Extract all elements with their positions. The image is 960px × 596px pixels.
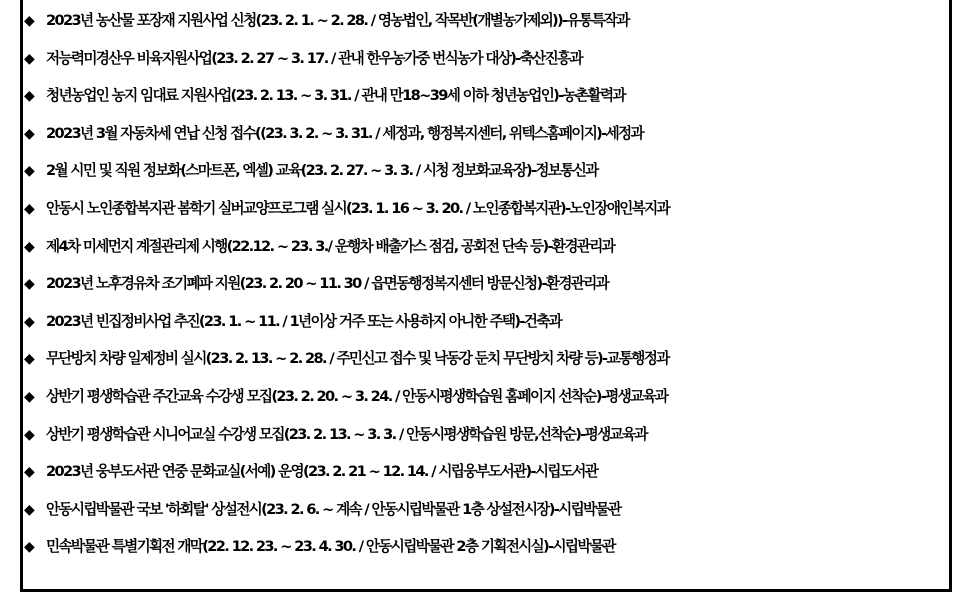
- black-diamond-icon: ◆: [24, 426, 35, 443]
- black-diamond-icon: ◆: [24, 88, 35, 105]
- notice-item: [24, 2, 950, 40]
- black-diamond-icon: ◆: [24, 276, 35, 293]
- black-diamond-icon: ◆: [24, 163, 35, 180]
- notice-item: [24, 491, 950, 529]
- notice-text: 상반기 평생학습관 주간교육 수강생 모집(23. 2. 20. ~ 3. 24. / 안동시평생학습원 홈페이지 선착순)-평생교육과: [46, 387, 668, 405]
- notice-item: [24, 40, 950, 78]
- notice-text: 무단방치 차량 일제정비 실시(23. 2. 13. ~ 2. 28. / 주민신고 접수 및 낙동강 둔치 무단방치 차량 등)-교통행정과: [46, 350, 669, 368]
- notice-text: 안동시 노인종합복지관 봄학기 실버교양프로그램 실시(23. 1. 16 ~ 3. 20. / 노인종합복지관)-노인장애인복지과: [46, 199, 670, 217]
- notice-item: [24, 453, 950, 491]
- notice-text: 2023년 웅부도서관 연중 문화교실(서예) 운영(23. 2. 21 ~ 12. 14. / 시립웅부도서관)-시립도서관: [46, 463, 598, 481]
- notice-text: 2023년 농산물 포장재 지원사업 신청(23. 2. 1. ~ 2. 28. / 영농법인, 작목반(개별농가제외))-유통특작과: [46, 12, 629, 29]
- black-diamond-icon: ◆: [24, 351, 35, 368]
- black-diamond-icon: ◆: [24, 501, 35, 518]
- notice-item: [24, 152, 950, 190]
- notice-text: 2023년 3월 자동차세 연납 신청 접수((23. 3. 2. ~ 3. 31. / 세정과, 행정복지센터, 위텍스홈페이지)-세정과: [46, 124, 643, 142]
- notice-text: 민속박물관 특별기획전 개막(22. 12. 23. ~ 23. 4. 30. / 안동시립박물관 2층 기획전시실)-시립박물관: [46, 538, 615, 556]
- notice-text: 안동시립박물관 국보 '하회탈' 상설전시(23. 2. 6. ~ 계속 / 안동시립박물관 1층 상설전시장)-시립박물관: [46, 500, 621, 518]
- black-diamond-icon: ◆: [24, 539, 35, 556]
- notice-item: [24, 77, 950, 115]
- notice-item: [24, 416, 950, 454]
- notice-item: [24, 228, 950, 266]
- notice-item: [24, 340, 950, 378]
- black-diamond-icon: ◆: [24, 13, 35, 29]
- black-diamond-icon: ◆: [24, 200, 35, 217]
- notice-item: [24, 378, 950, 416]
- black-diamond-icon: ◆: [24, 125, 35, 142]
- notice-item: [24, 528, 950, 566]
- notice-text: 2023년 빈집정비사업 추진(23. 1. ~ 11. / 1년이상 거주 또는 사용하지 아니한 주택)-건축과: [46, 312, 562, 330]
- notice-text: 제4차 미세먼지 계절관리제 시행(22.12. ~ 23. 3./ 운행차 배출가스 점검, 공회전 단속 등)-환경관리과: [46, 237, 615, 255]
- notice-text: 청년농업인 농지 임대료 지원사업(23. 2. 13. ~ 3. 31. / 관내 만18~39세 이하 청년농업인)-농촌활력과: [46, 87, 625, 105]
- notice-list: [24, 2, 950, 566]
- black-diamond-icon: ◆: [24, 464, 35, 481]
- notice-item: [24, 265, 950, 303]
- notice-item: [24, 115, 950, 153]
- notice-item: [24, 303, 950, 341]
- black-diamond-icon: ◆: [24, 50, 35, 67]
- notice-text: 저능력미경산우 비육지원사업(23. 2. 27 ~ 3. 17. / 관내 한우농가중 번식농가 대상)-축산진흥과: [46, 49, 582, 67]
- notice-text: 상반기 평생학습관 시니어교실 수강생 모집(23. 2. 13. ~ 3. 3. / 안동시평생학습원 방문,선착순)-평생교육과: [46, 425, 647, 443]
- black-diamond-icon: ◆: [24, 313, 35, 330]
- black-diamond-icon: ◆: [24, 388, 35, 405]
- black-diamond-icon: ◆: [24, 238, 35, 255]
- notice-item: [24, 190, 950, 228]
- notice-text: 2월 시민 및 직원 정보화(스마트폰, 엑셀) 교육(23. 2. 27. ~ 3. 3. / 시청 정보화교육장)-정보통신과: [46, 162, 598, 180]
- notice-text: 2023년 노후경유차 조기폐파 지원(23. 2. 20 ~ 11. 30 / 읍면동행정복지센터 방문신청)-환경관리과: [46, 275, 609, 293]
